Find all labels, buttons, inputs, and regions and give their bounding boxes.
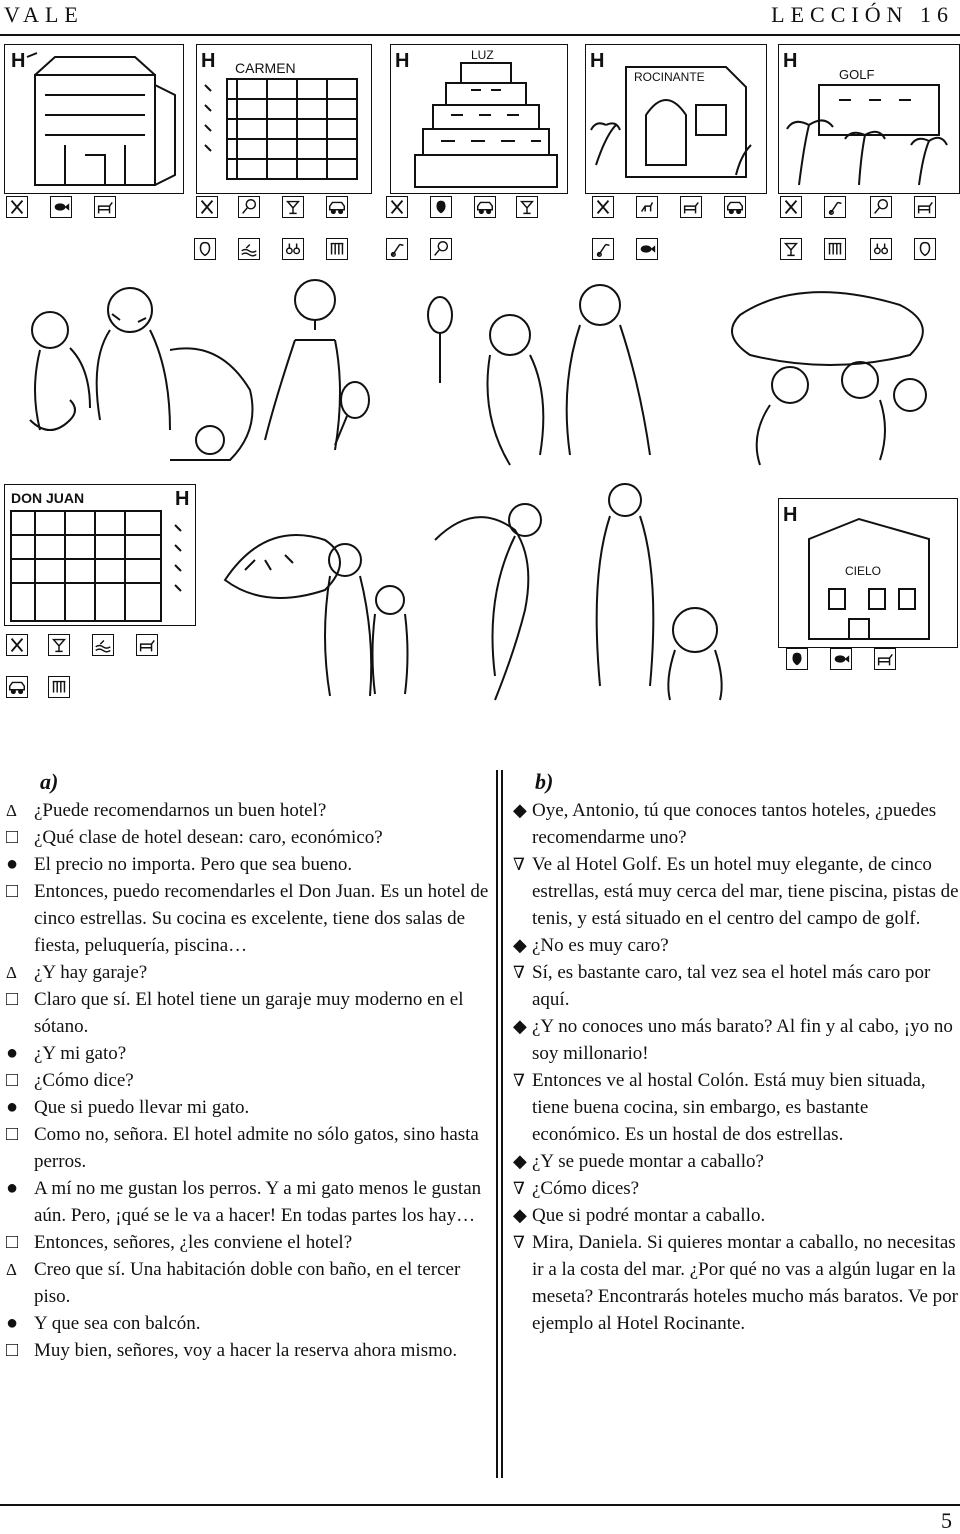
dialogue-line: ◆ ¿Y se puede montar a caballo? — [513, 1148, 959, 1175]
car-icon — [326, 196, 348, 218]
sketch-golfers — [710, 275, 950, 475]
tennis-icon — [238, 196, 260, 218]
dialogue-line: Δ ¿Puede recomendarnos un buen hotel? — [6, 797, 494, 824]
restaurant-icon — [196, 196, 218, 218]
marker-triangle: Δ — [6, 963, 17, 982]
dialogue-line: □ Entonces, señores, ¿les conviene el hotel? — [6, 1229, 494, 1256]
fish-icon — [636, 238, 658, 260]
hotel-drawing-golf — [778, 44, 960, 194]
sign-cielo: CIELO — [845, 564, 882, 578]
restaurant-icon — [6, 196, 28, 218]
dialogue-line: Δ ¿Y hay garaje? — [6, 959, 494, 986]
hotel-drawing-1 — [4, 44, 184, 194]
swimming-pool-icon — [238, 238, 260, 260]
marker-triangle: Δ — [6, 801, 17, 820]
page-number: 5 — [941, 1508, 952, 1533]
hairdresser-icon — [914, 238, 936, 260]
marker-dot: ● — [6, 1177, 19, 1199]
hairdresser-icon — [430, 196, 452, 218]
dialogue-line: ● ¿Y mi gato? — [6, 1040, 494, 1067]
svg-text:H: H — [783, 50, 798, 72]
dialogue-line: □ Claro que sí. El hotel tiene un garaje muy moderno en el sótano. — [6, 988, 464, 1037]
dialogue-line: ◆ ¿Y no conoces uno más barato? Al fin y al cabo, ¡yo no soy millonario! — [513, 1013, 959, 1067]
horse-riding-icon — [636, 196, 658, 218]
marker-nabla: ∇ — [513, 855, 525, 874]
svg-text:H: H — [783, 504, 798, 526]
marker-nabla: ∇ — [513, 963, 525, 982]
car-icon — [724, 196, 746, 218]
golf-icon — [386, 238, 408, 260]
dog-icon — [680, 196, 702, 218]
swimming-pool-icon — [92, 634, 114, 656]
hairdresser-icon — [194, 238, 216, 260]
marker-diamond: ◆ — [513, 1151, 527, 1171]
dog-icon — [136, 634, 158, 656]
restaurant-icon — [780, 196, 802, 218]
bar-icon — [282, 196, 304, 218]
dialogue-a — [6, 768, 494, 1364]
dialogue-line: □ Muy bien, señores, voy a hacer la reserva ahora mismo. — [6, 1337, 494, 1364]
marker-triangle: Δ — [6, 1260, 17, 1279]
dog-icon — [94, 196, 116, 218]
fish-icon — [50, 196, 72, 218]
dialogue-line: ◆ ¿No es muy caro? — [513, 932, 959, 959]
golf-icon — [824, 196, 846, 218]
dialogue-line: □ ¿Qué clase de hotel desean: caro, económico? — [6, 824, 494, 851]
marker-dot: ● — [6, 853, 19, 875]
fish-icon — [830, 648, 852, 670]
marker-nabla: ∇ — [513, 1179, 525, 1198]
column-divider — [501, 770, 503, 1478]
sketch-dancing-couple — [215, 520, 415, 710]
marker-square: □ — [6, 1339, 19, 1361]
dialogue-line: ◆ Que si podré montar a caballo. — [513, 1202, 959, 1229]
hotel-drawing-cielo — [778, 498, 958, 648]
sign-don-juan: DON JUAN — [11, 490, 85, 506]
comb-icon — [824, 238, 846, 260]
restaurant-icon — [592, 196, 614, 218]
dialogue-b-title: b) — [535, 769, 554, 794]
dialogue-line: ∇ Mira, Daniela. Si quieres montar a caballo, no necesitas ir a la costa del mar. ¿Por qué no vas a algún lugar en la meseta? Encontrarás hoteles mucho más baratos. Ve por ejemplo al Hotel Rocinante. — [513, 1229, 959, 1337]
sketch-couple-with-mirror — [420, 275, 670, 475]
sign-golf: GOLF — [839, 67, 875, 82]
marker-dot: ● — [6, 1312, 19, 1334]
marker-square: □ — [6, 880, 19, 902]
column-divider — [496, 770, 498, 1478]
marker-square: □ — [6, 988, 19, 1010]
sketch-horse-rider — [415, 480, 755, 710]
tennis-icon — [870, 196, 892, 218]
dialogue-b — [513, 768, 959, 1337]
svg-text:H: H — [590, 50, 605, 72]
comb-icon — [48, 676, 70, 698]
car-icon — [6, 676, 28, 698]
svg-text:H: H — [395, 50, 410, 72]
bar-icon — [516, 196, 538, 218]
dialogue-a-title: a) — [40, 769, 59, 794]
hairdresser-icon — [786, 648, 808, 670]
dialogue-line: ∇ Sí, es bastante caro, tal vez sea el hotel más caro por aquí. — [513, 959, 959, 1013]
marker-diamond: ◆ — [513, 1205, 527, 1225]
dog-icon — [914, 196, 936, 218]
marker-square: □ — [6, 1123, 19, 1145]
dialogue-line: ∇ Ve al Hotel Golf. Es un hotel muy elegante, de cinco estrellas, está muy cerca del mar, tiene piscina, pistas de tenis, y está situado en el centro del campo de golf. — [513, 851, 959, 932]
dialogue-line: □ Como no, señora. El hotel admite no sólo gatos, sino hasta perros. — [6, 1123, 479, 1172]
marker-diamond: ◆ — [513, 935, 527, 955]
sketch-tennis-player — [255, 270, 375, 480]
tennis-icon — [430, 238, 452, 260]
marker-diamond: ◆ — [513, 800, 527, 820]
bar-icon — [48, 634, 70, 656]
sign-carmen: CARMEN — [235, 60, 296, 76]
svg-text:H: H — [175, 488, 190, 510]
marker-square: □ — [6, 1231, 19, 1253]
bar-icon — [780, 238, 802, 260]
hotel-drawing-luz — [390, 44, 568, 194]
marker-diamond: ◆ — [513, 1016, 527, 1036]
header-rule — [0, 34, 960, 36]
marker-dot: ● — [6, 1042, 19, 1064]
dialogue-line: ∇ ¿Cómo dices? — [513, 1175, 959, 1202]
hotel-drawing-rocinante — [585, 44, 767, 194]
dialogue-line: ● A mí no me gustan los perros. Y a mi gato menos le gustan aún. Pero, ¡qué se le va a hacer! En todas partes los hay… — [6, 1177, 482, 1226]
dialogue-line: ● Y que sea con balcón. — [6, 1310, 494, 1337]
marker-square: □ — [6, 1069, 19, 1091]
dialogue-line: ◆ Oye, Antonio, tú que conoces tantos hoteles, ¿puedes recomendarme uno? — [513, 797, 959, 851]
footer-rule — [0, 1504, 960, 1506]
comb-icon — [326, 238, 348, 260]
party-hall-icon — [282, 238, 304, 260]
lesson-title: LECCIÓN 16 — [771, 2, 954, 27]
marker-nabla: ∇ — [513, 1071, 525, 1090]
svg-text:H: H — [201, 50, 216, 72]
dog-icon — [874, 648, 896, 670]
restaurant-icon — [386, 196, 408, 218]
restaurant-icon — [6, 634, 28, 656]
marker-nabla: ∇ — [513, 1233, 525, 1252]
car-icon — [474, 196, 496, 218]
marker-square: □ — [6, 826, 19, 848]
hotel-drawing-don-juan — [4, 484, 196, 626]
hotel-drawing-carmen — [196, 44, 372, 194]
marker-dot: ● — [6, 1096, 19, 1118]
golf-icon — [592, 238, 614, 260]
dialogue-line: ∇ Entonces ve al hostal Colón. Está muy bien situada, tiene buena cocina, sin embargo, es bastante económico. Es un hostal de dos estrellas. — [513, 1067, 959, 1148]
book-title: VALE — [4, 2, 84, 27]
dialogue-line: □ Entonces, puedo recomendarles el Don Juan. Es un hotel de cinco estrellas. Su cocina es excelente, tiene dos salas de fiesta, peluquería, piscina… — [6, 880, 489, 956]
dialogue-line: ● Que si puedo llevar mi gato. — [6, 1094, 494, 1121]
sign-rocinante: ROCINANTE — [634, 70, 705, 84]
dialogue-line: □ ¿Cómo dice? — [6, 1067, 494, 1094]
sign-luz: LUZ — [471, 48, 494, 62]
sketch-couple-with-car — [10, 270, 260, 470]
party-hall-icon — [870, 238, 892, 260]
dialogue-line: ● El precio no importa. Pero que sea bueno. — [6, 851, 494, 878]
dialogue-line: Δ Creo que sí. Una habitación doble con baño, en el tercer piso. — [6, 1256, 494, 1310]
svg-text:H: H — [11, 50, 26, 72]
